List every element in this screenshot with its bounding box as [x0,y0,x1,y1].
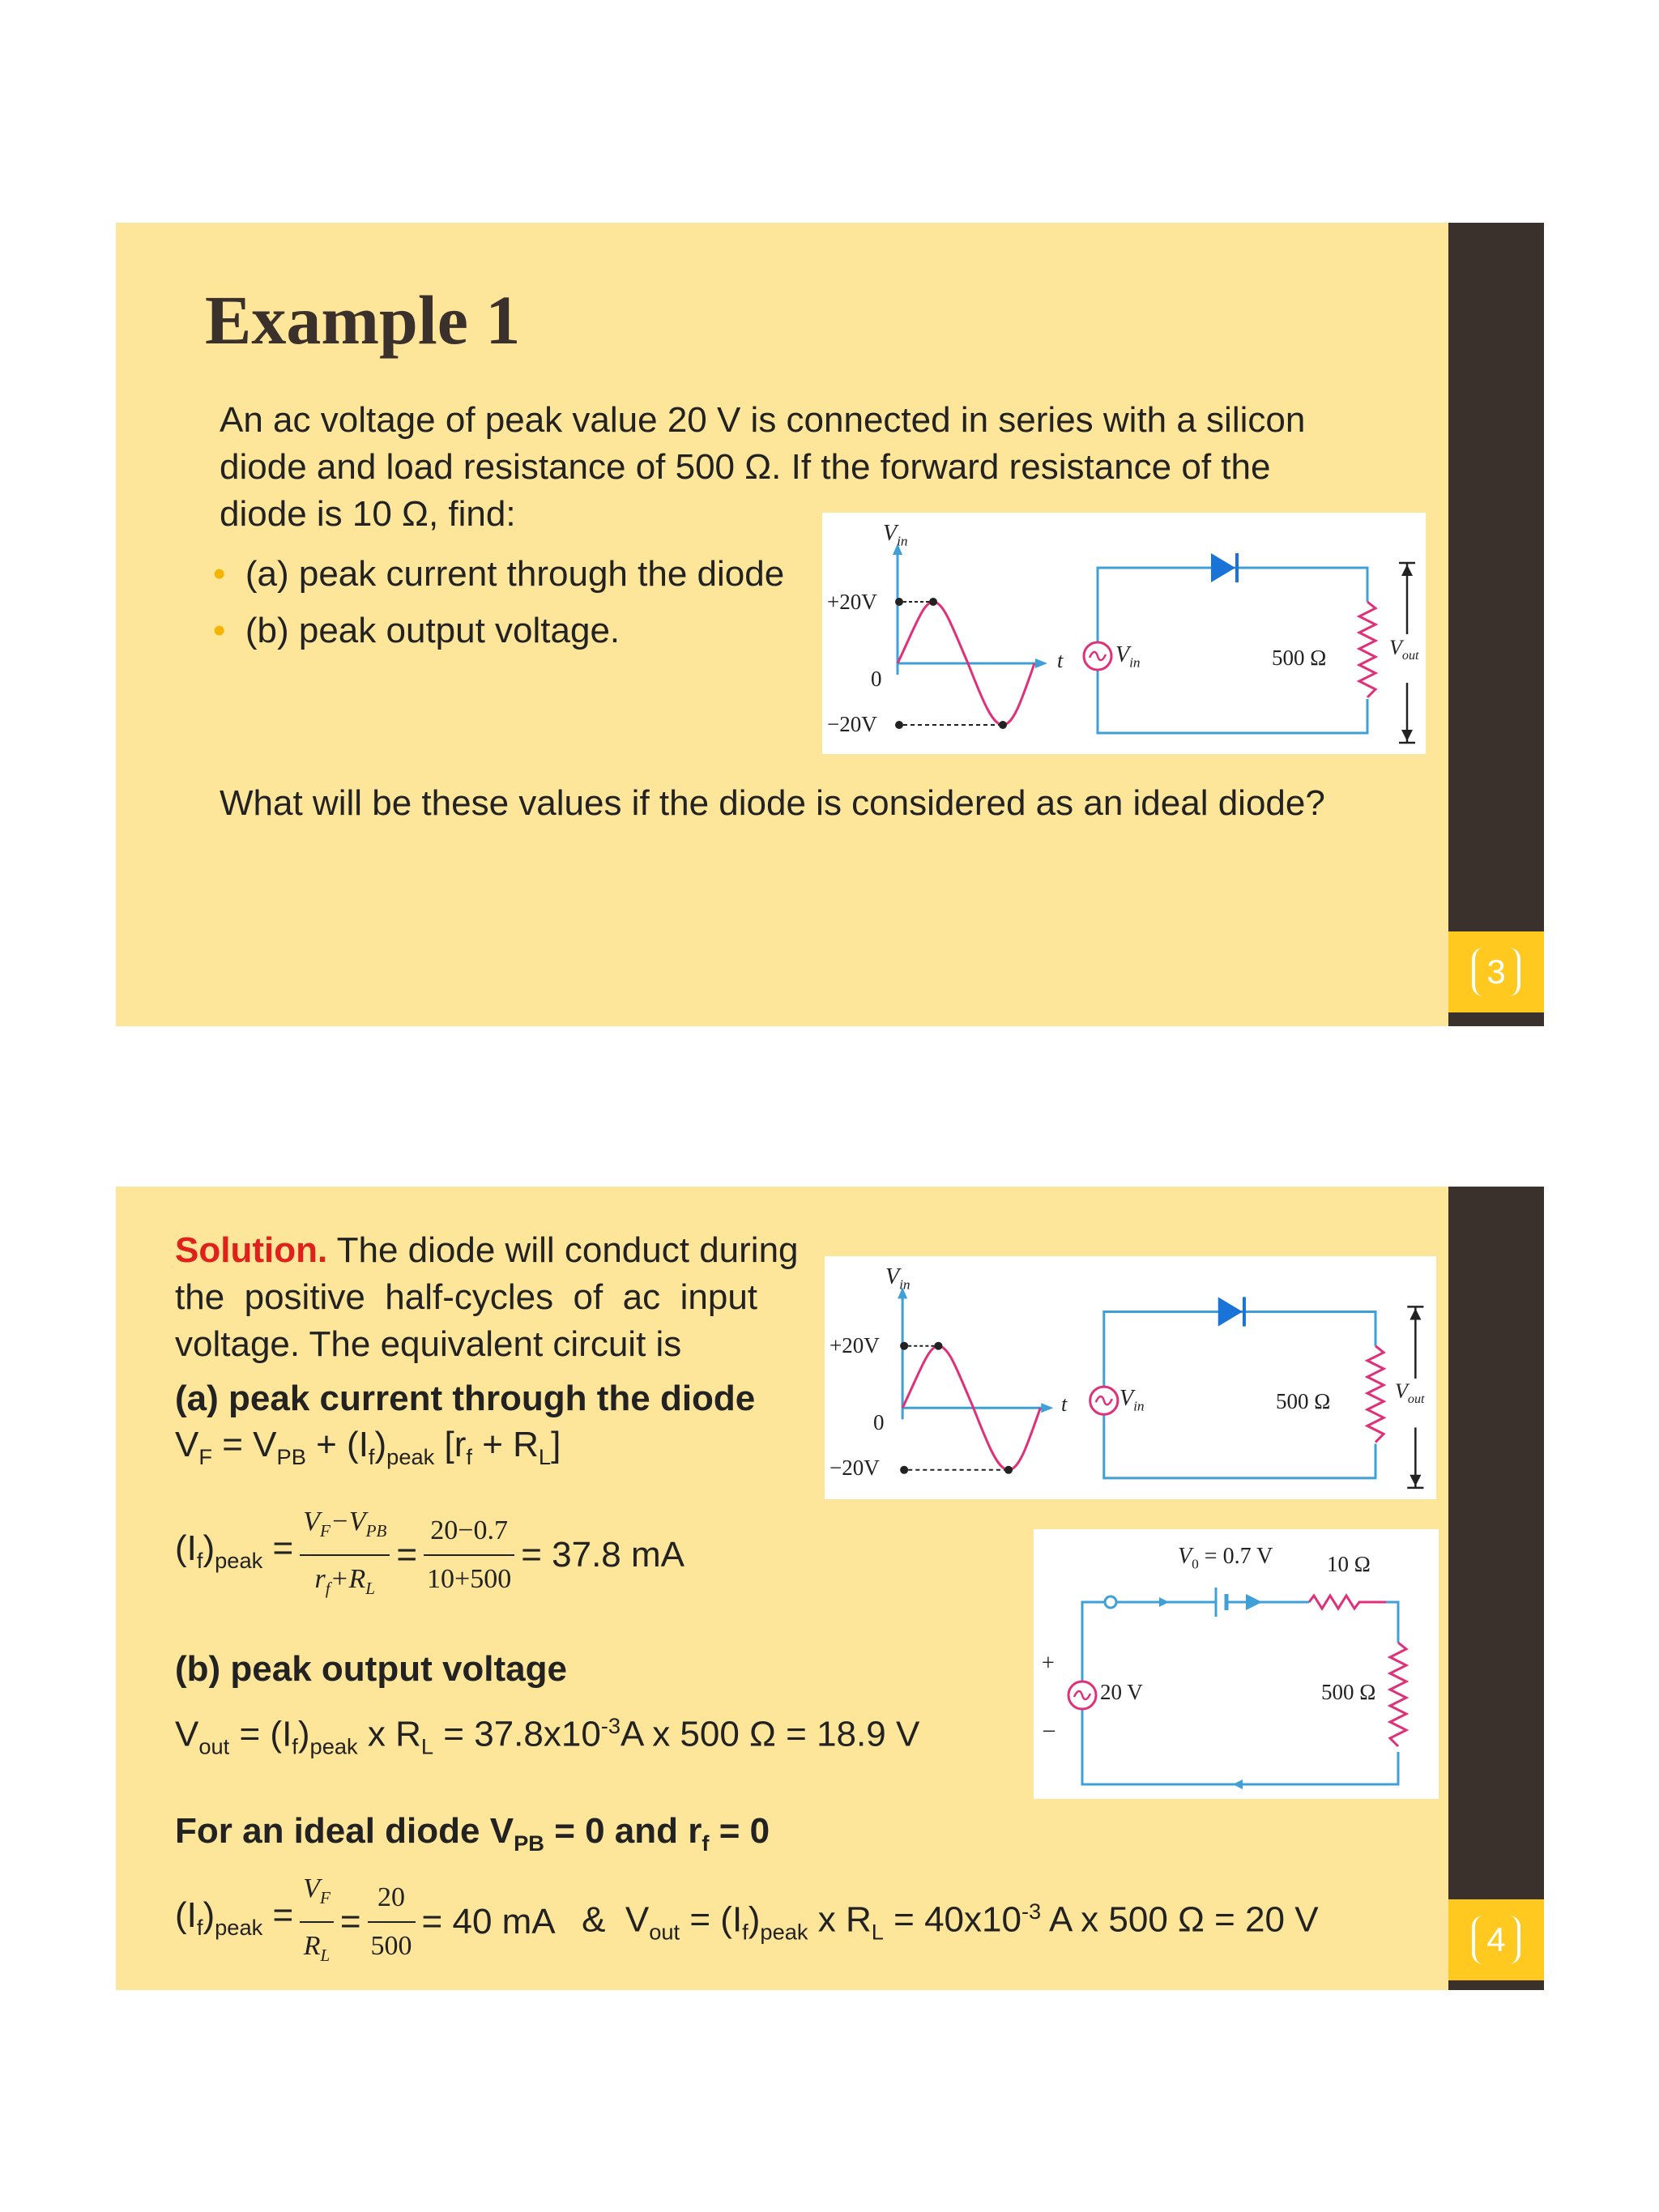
vo-value: = 0.7 V [1198,1544,1273,1569]
vout-calc-tail: A x 500 Ω = 18.9 V [621,1714,920,1754]
slide-solution [116,1187,1544,1990]
t-label: t [1061,1392,1068,1416]
plus20-label: +20V [827,590,877,614]
calc-peak-current [175,1498,684,1612]
v20-label: 20 V [1100,1680,1143,1704]
page-number: 4 [1472,1916,1520,1964]
source-vin-letter: V [1115,642,1130,667]
r500-label: 500 Ω [1321,1680,1376,1704]
resistor-label: 500 Ω [1272,646,1327,670]
solution-text: The diode will conduct during [327,1230,799,1270]
plus20-label: +20V [830,1333,880,1357]
vout-label [1389,636,1418,663]
solution-line: voltage. The equivalent circuit is [175,1324,682,1364]
vout-calc: = 37.8x10 [443,1714,601,1754]
plus-sign: + [1042,1651,1055,1676]
half-wave-circuit-diagram [822,513,1426,754]
minus20-label: −20V [827,712,877,736]
vin-sub: in [897,533,908,549]
solution-label: Solution. [175,1230,328,1270]
minus20-label: −20V [830,1455,880,1480]
frac-num: 20 [368,1874,416,1923]
ideal-current-result: = 40 mA [421,1901,556,1941]
bullet-list [213,551,784,654]
source-vin-sub: in [1133,1398,1145,1414]
page-badge [1448,931,1544,1012]
vo-letter: V [1178,1544,1192,1569]
bullet-dot: • [213,554,226,594]
page-number: 3 [1472,948,1520,996]
part-a-heading: (a) peak current through the diode [175,1379,756,1418]
vout-sub: out [1407,1392,1425,1407]
calc-vout: $V_{out} = (I_f)_{peak}$ x $R_L = 37.8x10^{-3}A$ x 500 Ω = 18.9 V [175,1713,920,1759]
source-vin-sub: in [1129,654,1141,671]
solution-line [175,1227,928,1274]
sidebar [1448,1187,1544,1990]
vo-label [1178,1544,1273,1573]
if-peak-symbol: $(I_f)_{peak}$ = [175,1528,294,1574]
vo-sub: 0 [1192,1556,1199,1572]
equals: = [339,1901,361,1941]
vin-axis-label [885,1264,911,1294]
ideal-heading-text: For an ideal diode V [175,1811,514,1851]
slide-example-1 [116,223,1544,1026]
list-item [213,607,784,654]
sidebar [1448,223,1544,1026]
peak-current-result: = 37.8 mA [521,1534,684,1575]
equals: = [396,1534,418,1575]
frac-den: 500 [370,1930,412,1961]
vin-sub: in [899,1276,911,1293]
source-vin-label [1120,1386,1145,1415]
source-vin-label [1115,642,1141,671]
ideal-vout-tail: A x 500 Ω = 20 V [1049,1899,1319,1940]
ideal-diode-heading: For an ideal diode $V_{PB} = 0$ and $r_f = 0$ [175,1811,770,1856]
vout-label [1395,1379,1424,1407]
solution-paragraph [175,1227,928,1368]
vout-letter: V [1389,636,1402,659]
half-wave-circuit-diagram [825,1256,1436,1499]
vout-letter: V [1395,1379,1408,1403]
eq-sub: F [198,1443,213,1469]
vin-axis-label [883,521,908,550]
ideal-formula-fraction: $\frac{V_F}{R_L}$ [300,1865,334,1979]
r10-label: 10 Ω [1327,1552,1371,1576]
part-b-heading: (b) peak output voltage [175,1649,567,1689]
zero-label: 0 [871,667,882,691]
page-badge [1448,1899,1544,1980]
vout-sub: out [1401,649,1419,663]
list-item [213,551,784,598]
frac-num: 20−0.7 [424,1507,514,1556]
vin-letter: V [883,521,898,546]
bullet-a: (a) peak current through the diode [245,554,785,594]
vin-letter: V [885,1264,900,1289]
t-label: t [1057,649,1064,672]
formula-fraction: $\frac{V_F-V_{PB}}{r_f+R_L}$ [300,1498,390,1612]
slide-title: Example 1 [205,281,521,359]
minus-sign: – [1043,1717,1055,1742]
solution-line: the positive half-cycles of ac input [175,1277,758,1317]
if-peak-symbol: $(I_f)_{peak}$ = [175,1895,294,1941]
circuit-figure [822,513,1426,754]
problem-line: An ac voltage of peak value 20 V is connected in series with a silicon [220,400,1306,440]
ideal-numeric-fraction [368,1874,416,1970]
ideal-calc [175,1865,1319,1979]
ideal-vout: & $V_{out} = (I_f)_{peak}$ x $R_L = 40x10^{-3}$ A x 500 Ω = 20 V [561,1899,1319,1945]
ideal-diode-question: What will be these values if the diode is considered as an ideal diode? [220,783,1325,823]
resistor-label: 500 Ω [1276,1389,1331,1413]
problem-line: diode is 10 Ω, find: [220,494,516,534]
equivalent-circuit-figure [1034,1529,1439,1799]
numeric-fraction [424,1507,514,1603]
equation-vf: $V_F = V_{PB} + (I_f)_{peak}$ $[r_f + R_L]$ [175,1425,561,1469]
bullet-dot: • [213,611,226,650]
problem-line: diode and load resistance of 500 Ω. If the forward resistance of the [220,447,1271,487]
circuit-figure [825,1256,1436,1499]
source-vin-letter: V [1120,1386,1134,1411]
eq-vf: V [175,1425,199,1464]
frac-den: 10+500 [427,1563,512,1594]
zero-label: 0 [873,1410,885,1434]
bullet-b: (b) peak output voltage. [245,611,621,650]
